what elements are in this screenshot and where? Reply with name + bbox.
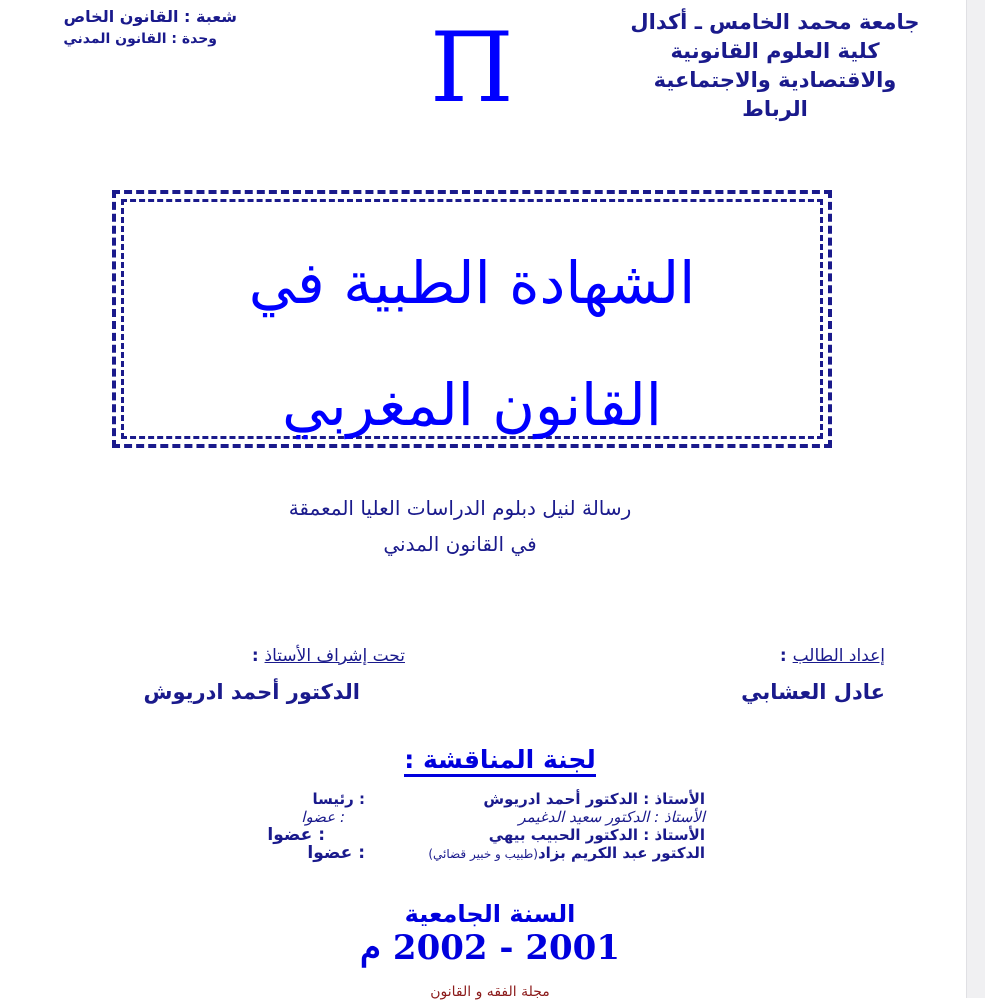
branch: شعبة : القانون الخاص [63,7,237,26]
student-label-text: إعداد الطالب [792,646,885,666]
supervisor-label-text: تحت إشراف الأستاذ [264,646,405,666]
committee-heading [300,745,700,774]
academic-year [280,900,700,968]
city: الرباط [742,97,808,121]
member-name: الدكتور عبد الكريم بزاد [537,844,705,862]
thesis-title [112,222,832,466]
thesis-subtitle [180,490,740,562]
branch-info [7,6,237,50]
committee-member: الأستاذ : الدكتور أحمد ادريوش [483,790,705,808]
academic-year-value: 2001 - 2002 م [360,928,620,968]
student-label [780,646,885,666]
committee-heading-text: لجنة المناقشة : [404,745,595,777]
footer-source: مجلة الفقه و القانون [430,984,550,1000]
committee-role: : رئيسا [312,790,365,808]
committee-member: الأستاذ : الدكتور سعيد الدغيمر [518,808,705,826]
committee-member: الأستاذ : الدكتور الحبيب بيهي [488,826,705,844]
unit: وحدة : القانون المدني [63,31,217,47]
committee-member [428,844,705,863]
supervisor-label-colon: : [251,646,265,666]
faculty-name-1: كلية العلوم القانونية [670,39,880,63]
university-name: جامعة محمد الخامس ـ أكدال [630,10,920,34]
student-name: عادل العشابي [741,680,885,704]
subtitle-line-2: في القانون المدني [383,532,537,556]
logo-pi-icon: Π [430,12,514,124]
student-label-colon: : [779,646,793,666]
committee-role: : عضوا [301,808,345,826]
supervisor-label [252,646,405,666]
committee-role: : عضوا [267,825,325,845]
faculty-name-2: والاقتصادية والاجتماعية [653,68,897,92]
supervisor-name: الدكتور أحمد ادريوش [143,680,360,704]
page-edge [966,0,985,998]
member-note: (طبيب و خبير قضائي) [428,847,538,861]
title-line-2: القانون المغربي [282,371,662,439]
university-header [625,8,925,124]
academic-year-label: السنة الجامعية [404,900,576,928]
committee-role: : عضوا [307,843,365,863]
subtitle-line-1: رسالة لنيل دبلوم الدراسات العليا المعمقة [288,496,632,520]
title-line-1: الشهادة الطبية في [248,249,696,317]
